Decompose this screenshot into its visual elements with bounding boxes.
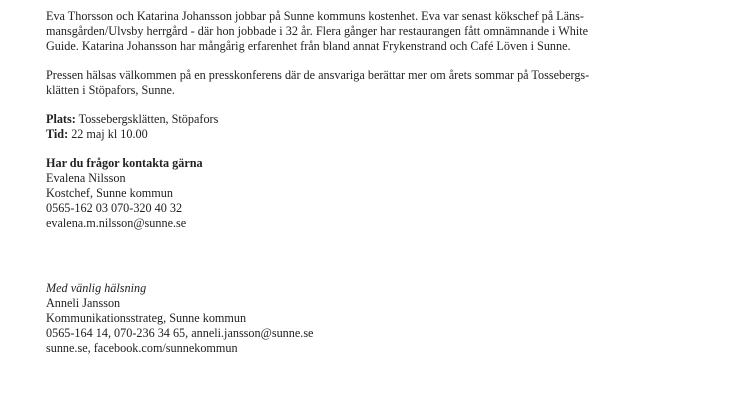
contact-block: [46, 156, 686, 231]
signature-contact: 0565-164 14, 070-236 34 65, anneli.jansson@sunne.se: [46, 326, 314, 340]
contact-email[interactable]: evalena.m.nilsson@sunne.se: [46, 216, 187, 230]
signature-name: Anneli Jansson: [46, 296, 121, 310]
signature-block: [46, 281, 686, 356]
press-release-body: [46, 9, 686, 356]
contact-phone: 0565-162 03 070-320 40 32: [46, 201, 183, 215]
time-value: 22 maj kl 10.00: [68, 127, 148, 141]
contact-heading: Har du frågor kontakta gärna: [46, 156, 203, 170]
press-paragraph: [46, 68, 686, 98]
event-time: [46, 127, 686, 142]
signature-role: Kommunikationsstrateg, Sunne kommun: [46, 311, 247, 325]
place-value: Tossebergsklätten, Stöpafors: [75, 112, 219, 126]
event-place: [46, 112, 686, 127]
intro-line: Guide. Katarina Johansson har mångårig erfarenhet från bland annat Frykenstrand och Café Löven i Sunne.: [46, 39, 571, 53]
contact-name: Evalena Nilsson: [46, 171, 126, 185]
intro-paragraph: [46, 9, 686, 54]
press-line: klätten i Stöpafors, Sunne.: [46, 83, 175, 97]
event-details: [46, 112, 686, 142]
time-label: Tid:: [46, 127, 69, 141]
intro-line: Eva Thorsson och Katarina Johansson jobbar på Sunne kommuns kostenhet. Eva var senast kökschef på Läns-: [46, 9, 584, 23]
signature-web: sunne.se, facebook.com/sunnekommun: [46, 341, 238, 355]
press-line: Pressen hälsas välkommen på en presskonferens där de ansvariga berättar mer om årets sommar på Tossebergs-: [46, 68, 590, 82]
intro-line: mansgården/Ulvsby herrgård - där hon jobbade i 32 år. Flera gånger har restaurangen fått omnämnande i White: [46, 24, 589, 38]
place-label: Plats:: [46, 112, 76, 126]
signature-greeting: Med vänlig hälsning: [46, 281, 147, 295]
contact-role: Kostchef, Sunne kommun: [46, 186, 173, 200]
